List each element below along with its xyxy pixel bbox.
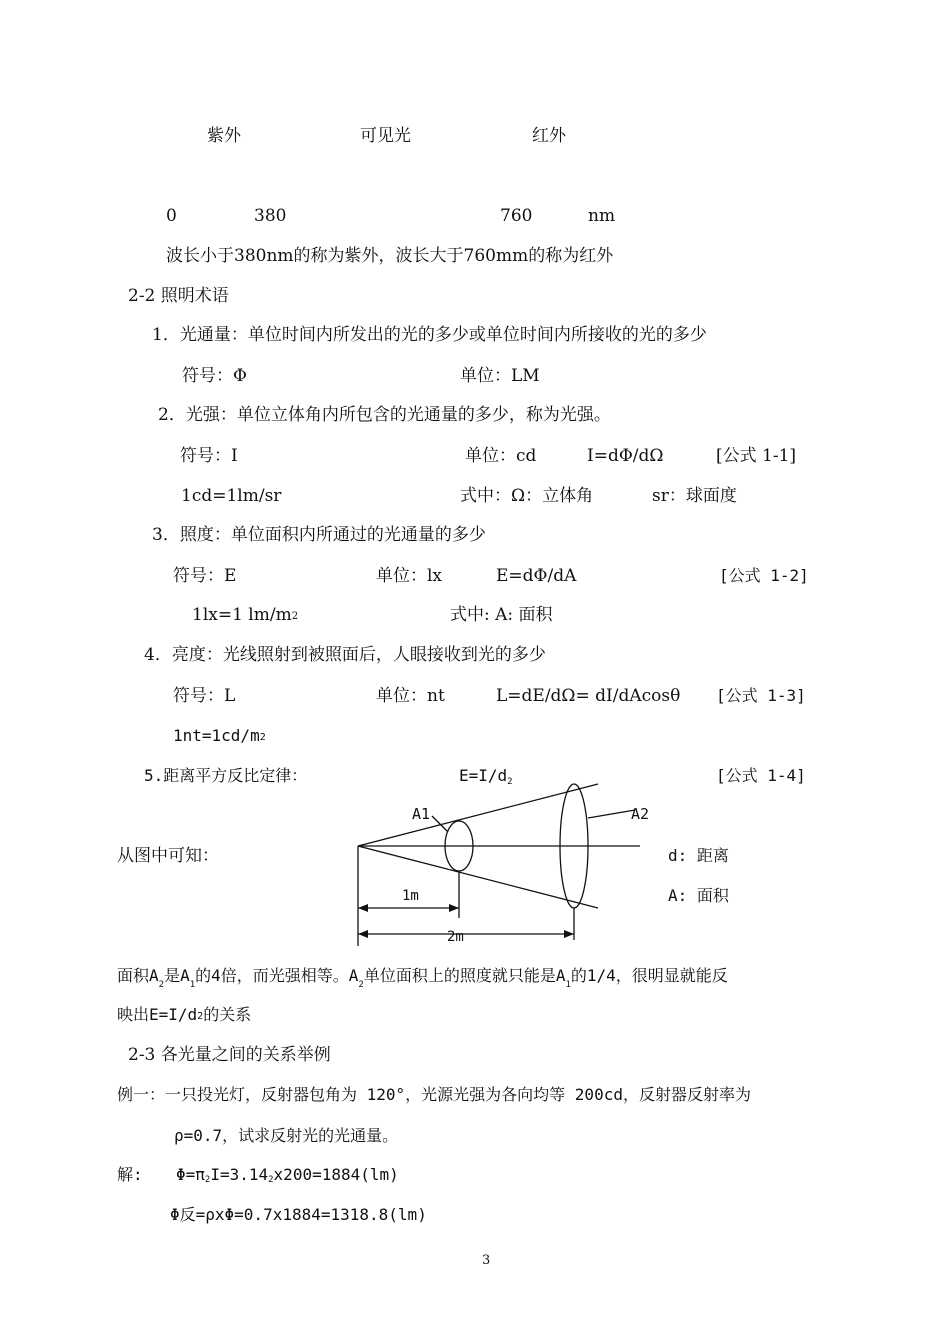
item2-conversion: 1cd=1lm/sr (181, 486, 282, 506)
heading-2-2: 2-2 照明术语 (128, 286, 229, 306)
item4-formula: L=dE/dΩ= dI/dAcosθ (496, 686, 681, 706)
tick-unit: nm (588, 206, 616, 226)
item4-unit: 单位：nt (376, 686, 445, 706)
item1-symbol: 符号：Φ (182, 366, 247, 386)
item1-definition: 1．光通量：单位时间内所发出的光的多少或单位时间内所接收的光的多少 (152, 325, 707, 345)
item2-symbol: 符号：I (180, 446, 238, 466)
heading-2-3: 2-3 各光量之间的关系举例 (128, 1045, 331, 1065)
item2-unit: 单位：cd (465, 446, 537, 466)
item2-formula: I=dΦ/dΩ (587, 446, 664, 466)
item5-ref: [公式 1-4] (716, 766, 806, 785)
label-a1: A1 (412, 805, 431, 823)
a2-pointer (588, 810, 635, 818)
example-line2: ρ=0.7，试求反射光的光通量。 (174, 1126, 399, 1145)
item3-where: 式中: A: 面积 (450, 605, 553, 625)
item3-formula: E=dΦ/dA (496, 566, 577, 586)
area-paragraph-line2: 映出E=I/d2的关系 (117, 1005, 252, 1024)
arrowhead (358, 904, 368, 912)
example-line1: 例一：一只投光灯，反射器包角为 120°，光源光强为各向均等 200cd，反射器反射率为 (117, 1085, 751, 1104)
spectrum-note: 波长小于380nm的称为紫外，波长大于760mm的称为红外 (166, 246, 614, 266)
item3-ref: [公式 1-2] (719, 566, 809, 585)
inverse-square-diagram (350, 778, 670, 948)
item1-unit: 单位：LM (460, 366, 540, 386)
tick-0: 0 (166, 206, 177, 226)
item3-symbol: 符号：E (173, 566, 237, 586)
label-1m: 1m (402, 888, 419, 904)
tick-380: 380 (254, 206, 287, 226)
item2-ref: [公式 1-1] (716, 446, 797, 466)
label-visible: 可见光 (360, 126, 411, 146)
label-uv: 紫外 (207, 126, 241, 146)
legend-area: A: 面积 (668, 886, 729, 905)
item3-definition: 3．照度：单位面积内所通过的光通量的多少 (152, 525, 486, 545)
item4-ref: [公式 1-3] (716, 686, 806, 705)
item3-unit: 单位：lx (376, 566, 443, 586)
legend-distance: d: 距离 (668, 846, 729, 865)
item2-where: 式中：Ω：立体角 (460, 486, 594, 506)
tick-760: 760 (500, 206, 533, 226)
label-ir: 红外 (532, 126, 566, 146)
label-a2: A2 (631, 805, 650, 823)
item4-conversion: 1nt=1cd/m2 (173, 726, 266, 745)
arrowhead (358, 930, 368, 938)
figure-intro: 从图中可知： (117, 846, 219, 866)
item2-sr: sr：球面度 (652, 486, 737, 506)
arrowhead (564, 930, 574, 938)
item5-definition: 5.距离平方反比定律： (144, 766, 308, 785)
page-number: 3 (482, 1253, 491, 1268)
arrowhead (449, 904, 459, 912)
solution-formula2: Φ反=ρxΦ=0.7x1884=1318.8(lm) (170, 1205, 427, 1224)
item2-definition: 2．光强：单位立体角内所包含的光通量的多少，称为光强。 (158, 405, 611, 425)
item3-conversion: 1lx=1 lm/m2 (192, 605, 299, 625)
item4-symbol: 符号：L (173, 686, 236, 706)
item5-formula: E=I/d2 (459, 766, 513, 787)
label-2m: 2m (447, 929, 464, 945)
area-paragraph-line1: 面积$A_2$是$A_1$的4倍，而光强相等。$A_2$单位面积上的照度就只能是$A_1$的1/4，很明显就能反 (117, 966, 728, 990)
solution-formula1: Φ=π2I=3.142x200=1884(lm) (176, 1165, 399, 1185)
item4-definition: 4．亮度：光线照射到被照面后，人眼接收到光的多少 (144, 645, 546, 665)
solution-label: 解: (117, 1165, 143, 1184)
